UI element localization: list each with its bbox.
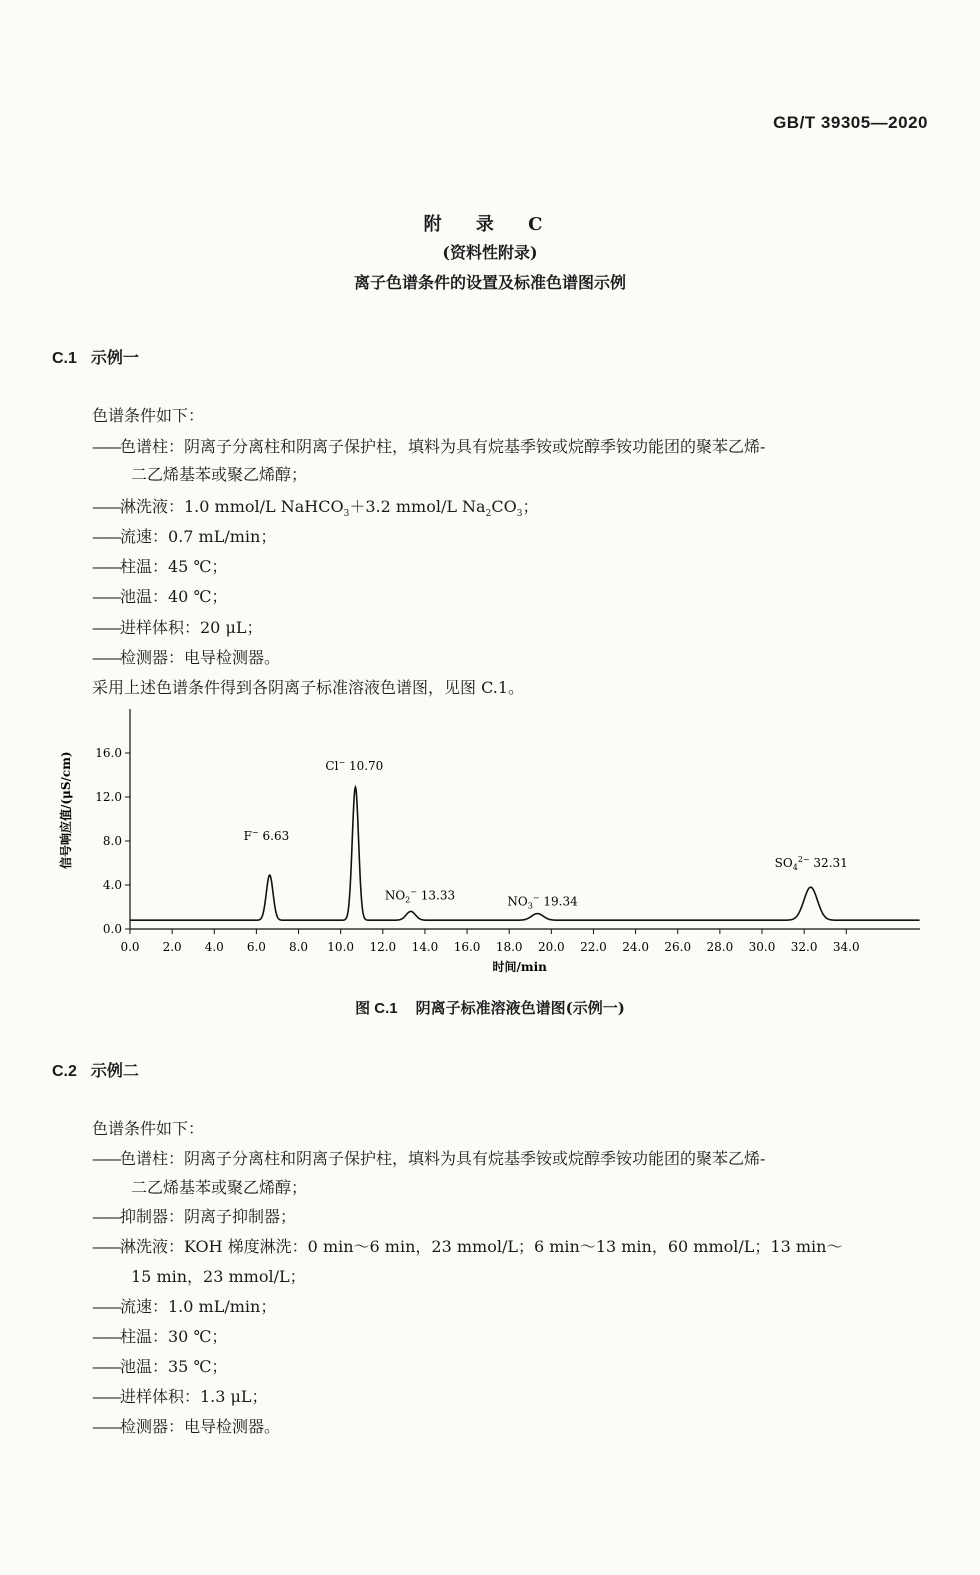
condition-text: 检测器：电导检测器。 (120, 648, 281, 667)
condition-column (92, 1149, 765, 1169)
ion-charge: − (410, 887, 417, 897)
conditions-intro: 色谱条件如下： (92, 406, 205, 425)
dash: —— (92, 587, 120, 606)
eluent-text: 淋洗液：1.0 mmol/L NaHCO (120, 497, 344, 516)
x-tick-label: 12.0 (369, 940, 397, 954)
condition-suppressor (92, 1207, 296, 1227)
condition-text: 柱温：30 ℃； (120, 1327, 228, 1346)
condition-injection (92, 618, 262, 638)
subscript: 3 (343, 509, 350, 520)
peak-label (775, 855, 848, 872)
dash: —— (92, 527, 120, 546)
figure-number: 图 C.1 (355, 1000, 398, 1017)
x-tick-label: 0.0 (120, 940, 140, 954)
ion-charge: − (532, 893, 540, 903)
peak-labels (244, 758, 848, 911)
x-tick-label: 26.0 (664, 940, 692, 954)
section-number: C.1 (52, 350, 77, 367)
dash: —— (92, 1417, 120, 1436)
eluent-text: CO (491, 497, 517, 516)
condition-detector (92, 1417, 280, 1437)
section-title: 示例一 (90, 348, 139, 367)
x-tick-label: 14.0 (411, 940, 439, 954)
dash: —— (92, 1297, 120, 1316)
x-tick-label: 28.0 (706, 940, 734, 954)
figure-reference: 采用上述色谱条件得到各阴离子标准溶液色谱图，见图 C.1。 (92, 678, 525, 697)
ion-symbol: SO (774, 856, 793, 871)
peak-label (507, 894, 578, 911)
dash: —— (92, 1327, 120, 1346)
condition-text: 池温：40 ℃； (120, 587, 228, 606)
y-tick-label: 16.0 (95, 746, 122, 760)
condition-text: 流速：0.7 mL/min； (120, 527, 277, 546)
dash: —— (92, 437, 120, 456)
condition-eluent-cont: 15 min，23 mmol/L； (131, 1267, 306, 1286)
section-title: 示例二 (90, 1061, 139, 1080)
condition-text: 柱温：45 ℃； (120, 557, 228, 576)
ion-charge: 2− (797, 855, 810, 865)
x-tick-label: 6.0 (246, 940, 266, 954)
x-tick-label: 8.0 (288, 940, 309, 954)
condition-text: 进样体积：1.3 μL； (120, 1387, 268, 1406)
condition-detector (92, 648, 280, 668)
retention-time: 32.31 (809, 856, 848, 871)
condition-text: 池温：35 ℃； (120, 1357, 228, 1376)
ion-symbol: Cl (325, 759, 339, 774)
condition-column-cont: 二乙烯基苯或聚乙烯醇； (131, 465, 308, 484)
conditions-intro: 色谱条件如下： (92, 1119, 205, 1138)
chromatogram-chart (50, 700, 930, 990)
eluent-text: ＋3.2 mmol/L Na (349, 497, 486, 516)
condition-text: 色谱柱：阴离子分离柱和阴离子保护柱，填料为具有烷基季铵或烷醇季铵功能团的聚苯乙烯- (120, 437, 766, 456)
dash: —— (92, 1237, 120, 1256)
section-heading-c2 (52, 1058, 139, 1081)
y-tick-label: 0.0 (102, 922, 122, 936)
condition-flow (92, 1297, 276, 1317)
x-tick-label: 18.0 (495, 940, 523, 954)
condition-column-temp (92, 1327, 227, 1347)
peak-label (385, 887, 455, 904)
condition-column-cont: 二乙烯基苯或聚乙烯醇； (131, 1178, 308, 1197)
standard-number: GB/T 39305—2020 (773, 113, 928, 132)
x-tick-label: 20.0 (537, 940, 565, 954)
x-tick-label: 22.0 (580, 940, 607, 954)
ion-symbol: F (243, 829, 253, 844)
dash: —— (92, 1387, 120, 1406)
retention-time: 13.33 (416, 888, 456, 903)
condition-injection (92, 1387, 268, 1407)
retention-time: 6.63 (258, 829, 290, 844)
subscript: 3 (516, 509, 523, 520)
peak-label (325, 758, 383, 773)
x-tick-label: 16.0 (453, 940, 481, 954)
retention-time: 19.34 (539, 894, 578, 909)
condition-text: 进样体积：20 μL； (120, 618, 263, 637)
y-tick-label: 12.0 (95, 790, 122, 804)
condition-flow (92, 527, 276, 547)
x-axis-label: 时间/min (492, 960, 547, 974)
appendix-name: 离子色谱条件的设置及标准色谱图示例 (353, 273, 626, 292)
condition-eluent (92, 497, 538, 524)
retention-time: 10.70 (345, 759, 384, 774)
y-tick-label: 4.0 (102, 878, 122, 892)
condition-column (92, 437, 765, 457)
x-tick-label: 24.0 (622, 940, 649, 954)
x-axis-ticks (120, 929, 859, 954)
dash: —— (92, 1149, 120, 1168)
ion-symbol: NO (507, 894, 528, 909)
condition-eluent (92, 1237, 842, 1257)
section-heading-c1 (52, 345, 139, 368)
dash: —— (92, 618, 120, 637)
y-axis-ticks (95, 746, 130, 936)
peak-label (244, 828, 290, 843)
condition-text: 流速：1.0 mL/min； (120, 1297, 277, 1316)
condition-text: 淋洗液：KOH 梯度淋洗：0 min～6 min，23 mmol/L；6 min～13 min，60 mmol/L；13 min～ (120, 1237, 843, 1256)
dash: —— (92, 557, 120, 576)
figure-title: 阴离子标准溶液色谱图(示例一) (415, 999, 625, 1017)
condition-text: 检测器：电导检测器。 (120, 1417, 281, 1436)
figure-caption (0, 997, 980, 1018)
appendix-type: (资料性附录) (442, 243, 538, 262)
ion-charge: − (252, 828, 259, 838)
x-tick-label: 2.0 (162, 940, 182, 954)
y-tick-label: 8.0 (102, 834, 122, 848)
x-tick-label: 34.0 (832, 940, 860, 954)
eluent-text: ； (522, 497, 539, 516)
condition-text: 抑制器：阴离子抑制器； (120, 1207, 297, 1226)
dash: —— (92, 1207, 120, 1226)
ion-subscript: 2 (405, 895, 411, 905)
section-number: C.2 (52, 1063, 77, 1080)
y-axis-label: 信号响应值/(μS/cm) (59, 751, 73, 869)
ion-subscript: 4 (792, 863, 798, 873)
dash: —— (92, 1357, 120, 1376)
condition-cell-temp (92, 1357, 227, 1377)
x-tick-label: 10.0 (327, 940, 355, 954)
dash: —— (92, 497, 120, 516)
x-tick-label: 32.0 (790, 940, 818, 954)
ion-charge: − (338, 758, 346, 768)
ion-subscript: 3 (527, 901, 533, 911)
appendix-title: 附 录 C (423, 214, 557, 235)
x-tick-label: 4.0 (204, 940, 224, 954)
condition-cell-temp (92, 587, 227, 607)
condition-column-temp (92, 557, 227, 577)
ion-symbol: NO (384, 888, 406, 903)
x-tick-label: 30.0 (748, 940, 776, 954)
condition-text: 色谱柱：阴离子分离柱和阴离子保护柱，填料为具有烷基季铵或烷醇季铵功能团的聚苯乙烯- (120, 1149, 766, 1168)
subscript: 2 (485, 509, 492, 520)
dash: —— (92, 648, 120, 667)
